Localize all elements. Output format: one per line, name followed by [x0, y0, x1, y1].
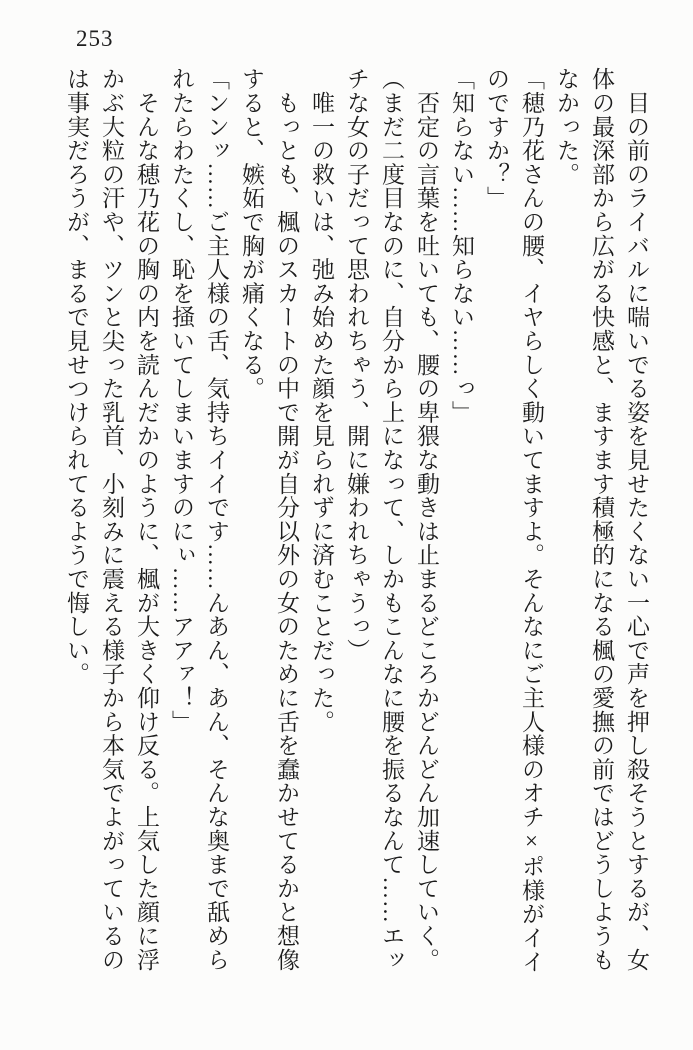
text-line: 体の最深部から広がる快感と、ますます積極的になる楓の愛撫の前ではどうしようも — [589, 67, 614, 972]
text-line: 唯一の救いは、弛み始めた顔を見られずに済むことだった。 — [309, 67, 334, 734]
text-line: 「穂乃花さんの腰、イヤらしく動いてますよ。そんなにご主人様のオチ×ポ様がイイ — [519, 67, 544, 974]
text-line: そんな穂乃花の胸の内を読んだかのように、楓が大きく仰け反る。上気した顔に浮 — [134, 67, 159, 972]
page-number: 253 — [76, 26, 114, 51]
text-line: もっとも、楓のスカートの中で開が自分以外の女のために舌を蠢かせてるかと想像 — [274, 67, 299, 972]
text-line: （まだ二度目なのに、自分から上になって、しかもこんなに腰を振るなんて……エッ — [379, 67, 404, 972]
text-line: すると、嫉妬で胸が痛くなる。 — [239, 67, 264, 401]
text-line: かぶ大粒の汗や、ツンと尖った乳首、小刻みに震える様子から本気でよがっているの — [99, 67, 124, 972]
text-line: 否定の言葉を吐いても、腰の卑猥な動きは止まるどころかどんどん加速していく。 — [414, 67, 439, 972]
text-line: チな女の子だって思われちゃう、開に嫌われちゃうっ） — [344, 67, 369, 662]
page-text — [59, 67, 654, 973]
text-line: 目の前のライバルに喘いでる姿を見せたくない一心で声を押し殺そうとするが、女 — [624, 67, 649, 972]
text-line: れたらわたくし、恥を掻いてしまいますのにぃ……アアァ！」 — [169, 67, 194, 734]
text-line: は事実だろうが、まるで見せつけられてるようで悔しい。 — [64, 67, 89, 686]
text-line: 「ンンッ……ご主人様の舌、気持ちイイです……んあん、あん、そんな奥まで舐めら — [204, 67, 229, 972]
text-line: なかった。 — [554, 67, 579, 186]
text-line: 「知らない……知らない……っ」 — [449, 67, 474, 424]
text-line: のですか？」 — [484, 67, 509, 210]
